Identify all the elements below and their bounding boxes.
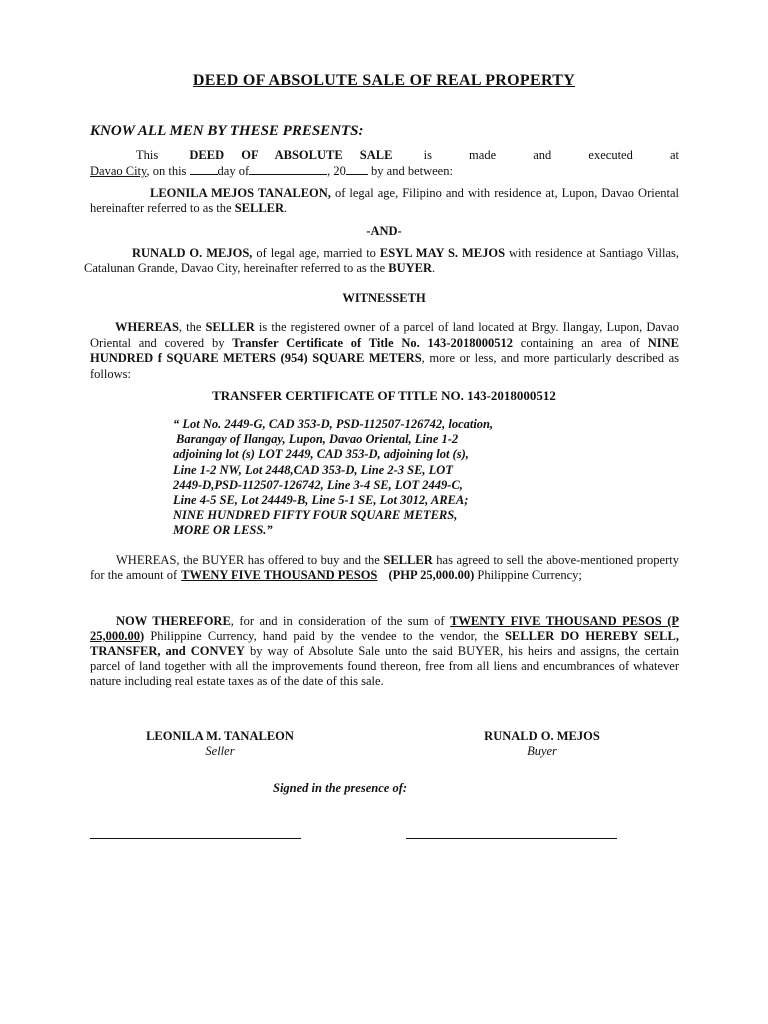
whereas2-amount: TWENY FIVE THOUSAND PESOS	[181, 568, 378, 582]
lot-line: Line 1-2 NW, Lot 2448,CAD 353-D, Line 2-3 SE, LOT	[173, 462, 453, 477]
whereas1-word: WHEREAS	[115, 320, 179, 334]
whereas1-t1: , the	[178, 320, 206, 334]
nt-close: )	[140, 629, 145, 643]
nt-clause: SELLER DO HEREBY SELL, TRANSFER, and CONVEY	[90, 629, 679, 658]
seller-signatory-role: Seller	[205, 744, 235, 758]
intro-made: is made and executed at	[423, 148, 679, 162]
buyer-desc2: with residence at Santiago Villas, Catalunan Grande, Davao City, hereinafter referred to as the	[84, 246, 679, 275]
nt-amount: TWENTY FIVE THOUSAND PESOS (P 25,000.00	[90, 614, 679, 643]
lot-line: adjoining lot (s) LOT 2449, CAD 353-D, adjoining lot (s),	[173, 447, 469, 462]
intro-between: by and between:	[367, 164, 453, 178]
lot-line: Barangay of Ilangay, Lupon, Davao Oriental, Line 1-2	[176, 432, 459, 447]
signatory-buyer	[452, 729, 632, 759]
intro-year: , 20	[327, 164, 346, 178]
lot-line: NINE HUNDRED FIFTY FOUR SQUARE METERS,	[173, 508, 458, 523]
witness-signature-line-1	[90, 838, 301, 839]
witness-signature-line-2	[406, 838, 617, 839]
buyer-name: RUNALD O. MEJOS,	[132, 246, 253, 260]
witnesseth-heading: WITNESSETH	[342, 291, 426, 305]
lot-line: Line 4-5 SE, Lot 24449-B, Line 5-1 SE, Lot 3012, AREA;	[173, 493, 469, 508]
seller-signatory-name: LEONILA M. TANALEON	[146, 729, 294, 743]
nt-t1: , for and in consideration of the sum of	[230, 614, 451, 628]
document-heading: KNOW ALL MEN BY THESE PRESENTS:	[90, 123, 364, 139]
signed-presence-label: Signed in the presence of:	[273, 781, 408, 795]
document-title: DEED OF ABSOLUTE SALE OF REAL PROPERTY	[192, 72, 576, 89]
seller-name: LEONILA MEJOS TANALEON,	[150, 186, 331, 200]
seller-end: .	[284, 201, 288, 215]
year-blank	[346, 163, 368, 175]
lot-description	[173, 417, 593, 539]
buyer-spouse: ESYL MAY S. MEJOS	[379, 246, 506, 260]
whereas1-t4: , more or less, and more particularly described as follows:	[90, 351, 680, 381]
buyer-role: BUYER	[388, 261, 433, 275]
buyer-clause	[84, 246, 679, 276]
whereas1-t2: is the registered owner of a parcel of land located at Brgy. Ilangay, Lupon, Davao Oriental and covered by	[90, 320, 679, 350]
and-label: -AND-	[366, 224, 402, 238]
intro-paragraph	[90, 148, 679, 179]
intro-place: Davao City	[90, 164, 147, 178]
whereas2-php: (PHP 25,000.00)	[385, 568, 475, 582]
whereas1-tct: Transfer Certificate of Title No. 143-2018000512	[232, 335, 513, 350]
seller-role: SELLER	[234, 201, 285, 215]
whereas2-seller: SELLER	[383, 553, 433, 567]
nt-word: NOW THEREFORE	[116, 614, 231, 628]
intro-this: This	[136, 148, 159, 162]
whereas2-t1: WHEREAS, the BUYER has offered to buy and the	[116, 553, 384, 567]
day-blank	[190, 163, 218, 175]
buyer-desc1: of legal age, married to	[252, 246, 380, 260]
month-blank	[249, 163, 327, 175]
lot-line: MORE OR LESS.”	[173, 523, 273, 538]
whereas2-t3: Philippine Currency;	[474, 568, 582, 582]
whereas-paragraph-1	[90, 320, 679, 382]
nt-t3: by way of Absolute Sale unto the said BUYER, his heirs and assigns, the certain parcel of land together with all the improvements found thereon, free from all liens and encumbrances of whatever nature including real estate taxes as of the date of this sale.	[90, 644, 679, 688]
lot-line: “ Lot No. 2449-G, CAD 353-D, PSD-112507-126742, location,	[173, 417, 494, 431]
signatory-seller	[112, 729, 328, 759]
tct-heading: TRANSFER CERTIFICATE OF TITLE NO. 143-2018000512	[212, 388, 556, 403]
whereas1-area: NINE HUNDRED f SQUARE METERS (954) SQUARE METERS	[90, 335, 679, 365]
seller-clause	[90, 186, 679, 216]
seller-desc: of legal age, Filipino and with residence at, Lupon, Davao Oriental hereinafter referred to as the	[90, 186, 680, 215]
nt-t2: Philippine Currency, hand paid by the vendee to the vendor, the	[144, 629, 505, 643]
now-therefore-paragraph	[90, 614, 679, 689]
buyer-signatory-name: RUNALD O. MEJOS	[484, 729, 600, 743]
whereas1-seller: SELLER	[205, 320, 255, 334]
intro-on-this: , on this	[146, 164, 190, 178]
whereas-paragraph-2	[90, 553, 679, 583]
buyer-end: .	[432, 261, 436, 275]
intro-deed-title: DEED OF ABSOLUTE SALE	[189, 148, 393, 162]
buyer-signatory-role: Buyer	[527, 744, 557, 758]
whereas2-t2: has agreed to sell the above-mentioned property for the amount of	[90, 553, 679, 582]
intro-day-of: day of	[217, 164, 250, 178]
lot-line: 2449-D,PSD-112507-126742, Line 3-4 SE, LOT 2449-C,	[173, 477, 463, 492]
whereas1-t3: containing an area of	[512, 335, 648, 350]
